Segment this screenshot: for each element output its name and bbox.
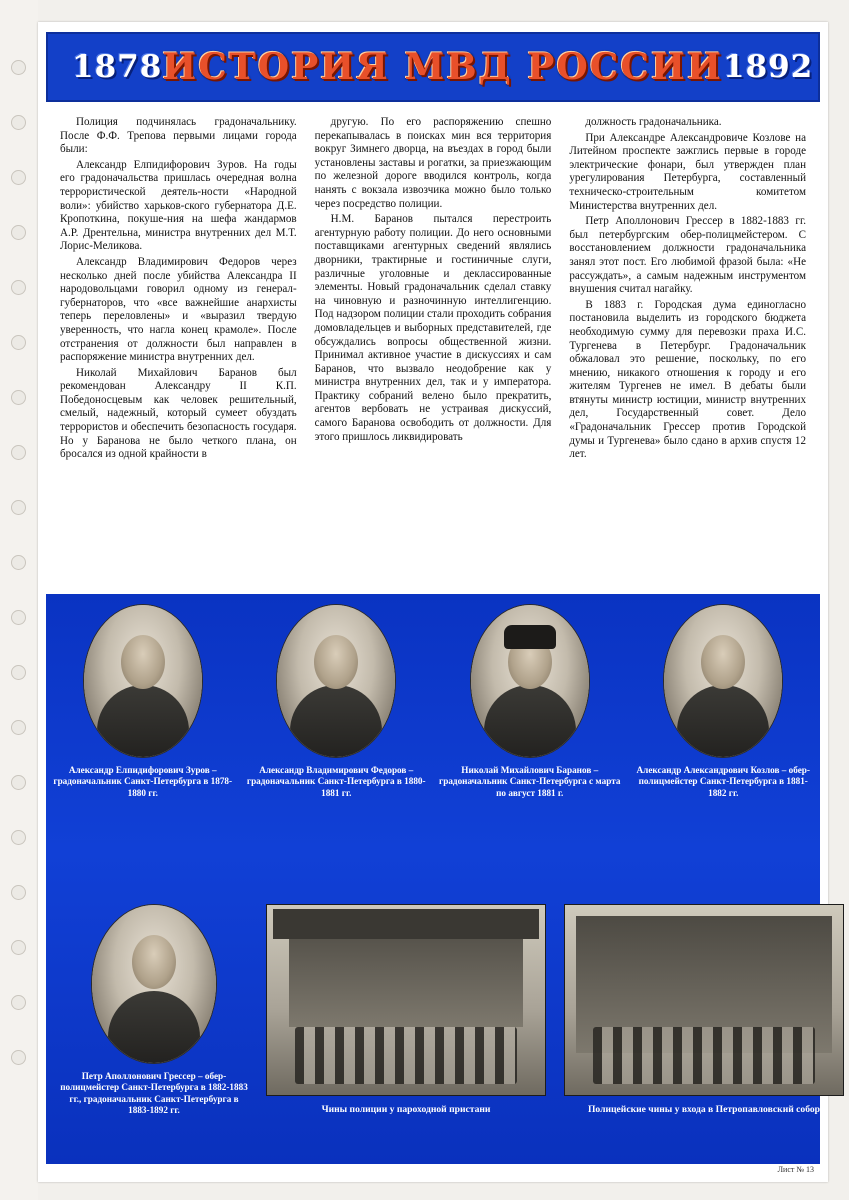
- sheet-number: Лист № 13: [777, 1165, 814, 1174]
- photo-caption: Чины полиции у пароходной пристани: [321, 1104, 491, 1115]
- punch-hole: [11, 60, 26, 75]
- paragraph: Александр Владимирович Федоров через несколько дней после убийства Александра II народовольцами говорил одному из генерал-губернаторов, что «все важнейшие анархисты теперь переловлены» и «выразил твердую уверенность, что нагла конец крамоле». После отстранения от должности был направлен в распоряжение министра внутренних дел.: [60, 255, 297, 364]
- article-text: [46, 110, 820, 590]
- portrait-caption: Александр Елпидифорович Зуров – градоначальник Санкт-Петербурга в 1878-1880 гг.: [53, 765, 233, 798]
- punch-hole: [11, 885, 26, 900]
- punch-hole: [11, 390, 26, 405]
- punch-hole: [11, 170, 26, 185]
- punch-hole: [11, 610, 26, 625]
- punch-hole: [11, 115, 26, 130]
- portrait-photo-kozlov: [663, 604, 783, 758]
- page-title: ИСТОРИЯ МВД РОССИИ: [162, 46, 724, 88]
- photo-item-pier: [266, 904, 546, 1115]
- punch-hole: [11, 445, 26, 460]
- punch-hole: [11, 665, 26, 680]
- text-column-1: [60, 116, 297, 590]
- photo-police-at-pier: [266, 904, 546, 1096]
- paragraph: другую. По его распоряжению спешно перекапывалась в поисках мин вся территория вокруг Зимнего дворца, на въездах в город были установлены заставы и рогатки, за приезжающим по железной дороге вводился контроль, когда нанять с вокзала извозчика можно было только через посредство полиции.: [314, 116, 552, 210]
- paragraph: Н.М. Баранов пытался перестроить агентурную работу полиции. До него основными поставщиками агентурных сведений являлись дворники, трактирные и гостиничные слуги, различные уголовные и деклассированные элементы. Новый градоначальник сделал ставку на чиновную и разночинную интеллигенцию. Под надзором полиции стали проходить собрания домовладельцев и выборных представителей, где обсуждались вопросы общественной жизни. Принимал активное участие в дискуссиях и сам Баранов, что вызвало неодобрение как у министра внутренних дел, так и у императора. Практику собраний велено было прекратить, агентов вербовать не устраивая дискуссий, самого Баранова освободить от должности. Для этого пришлось ликвидировать: [314, 213, 552, 443]
- paragraph: Николай Михайлович Баранов был рекомендован Александру II К.П. Победоносцевым как человек решительный, смелый, надежный, который сумеет обуздать террористов и обеспечить безопасность государя. Но у Баранова не было четкого плана, он бросался из одной крайности в: [60, 366, 297, 461]
- text-column-3: [569, 116, 806, 590]
- punch-hole: [11, 775, 26, 790]
- document-header: [46, 32, 820, 102]
- punch-hole: [11, 940, 26, 955]
- header-year-end: 1892: [723, 49, 814, 85]
- text-column-2: [315, 116, 552, 590]
- punch-hole: [11, 720, 26, 735]
- portrait-photo-fedorov: [276, 604, 396, 758]
- portrait-caption: Петр Аполлонович Грессер – обер-полицмейстер Санкт-Петербурга в 1882-1883 гг., градоначальник Санкт-Петербурга в 1883-1892 гг.: [60, 1071, 248, 1116]
- punch-hole: [11, 1050, 26, 1065]
- paragraph: В 1883 г. Городская дума единогласно постановила выделить из городского бюджета необходимую сумму для перевозки праха И.С. Тургенева в Петербург. Градоначальник обжаловал это решение, поскольку, по его мнению, никакого отношения к городу и его жителям Тургенев не имел. В дебаты были втянуты министр юстиции, министр внутренних дел, Государственный совет. Дело «Градоначальник Грессер против Городской думы и Тургенева» было сдано в архив спустя 12 лет.: [569, 298, 807, 461]
- paragraph: Полиция подчинялась градоначальнику. После Ф.Ф. Трепова первыми лицами города были:: [60, 116, 297, 156]
- portrait-photo-zurov: [83, 604, 203, 758]
- portrait-item-gresser: [60, 904, 248, 1117]
- punch-hole: [11, 280, 26, 295]
- portrait-row: [46, 604, 820, 799]
- document-sheet: [38, 22, 828, 1182]
- punch-hole: [11, 225, 26, 240]
- punch-hole: [11, 830, 26, 845]
- bottom-photo-row: [46, 904, 820, 1117]
- photo-item-cathedral: [564, 904, 844, 1115]
- portrait-caption: Александр Владимирович Федоров – градоначальник Санкт-Петербурга в 1880-1881 гг.: [246, 765, 426, 798]
- portrait-item: [631, 604, 816, 799]
- portrait-photo-baranov: [470, 604, 590, 758]
- portrait-item: [437, 604, 622, 799]
- punch-hole: [11, 995, 26, 1010]
- punch-hole: [11, 335, 26, 350]
- photo-police-at-cathedral: [564, 904, 844, 1096]
- paragraph: Петр Аполлонович Грессер в 1882-1883 гг. был петербургским обер-полицмейстером. С восстановлением должности градоначальника занял этот пост. Его любимой фразой была: «Не рассуждать», а самым надежным инструментом внушения считал нагайку.: [569, 215, 807, 296]
- binder-margin: [0, 0, 38, 1200]
- photo-caption: Полицейские чины у входа в Петропавловский собор: [587, 1104, 821, 1115]
- punch-hole: [11, 555, 26, 570]
- header-year-start: 1878: [72, 49, 163, 85]
- portrait-caption: Николай Михайлович Баранов – градоначальник Санкт-Петербурга с марта по август 1881 г.: [439, 765, 621, 798]
- paragraph: При Александре Александровиче Козлове на Литейном проспекте зажглись первые в городе электрические фонари, был утвержден план урегулирования Петербурга, составленный техническо-строительным комитетом Министерства внутренних дел.: [569, 131, 807, 212]
- portrait-photo-gresser: [91, 904, 217, 1064]
- paragraph: Александр Елпидифорович Зуров. На годы его градоначальства пришлась очередная волна террористической деятель-ности «Народной воли»: убийство харьков-ского губернатора Д.Е. Кропоткина, покуше-ния на шефа жандармов А.Р. Дрентельна, министра внутренних дел М.Т. Лорис-Меликова.: [60, 158, 297, 253]
- photo-panel: [46, 594, 820, 1164]
- portrait-item: [50, 604, 235, 799]
- paragraph: должность градоначальника.: [585, 116, 722, 128]
- portrait-item: [244, 604, 429, 799]
- punch-hole: [11, 500, 26, 515]
- portrait-caption: Александр Александрович Козлов – обер-полицмейстер Санкт-Петербурга в 1881-1882 гг.: [636, 765, 810, 798]
